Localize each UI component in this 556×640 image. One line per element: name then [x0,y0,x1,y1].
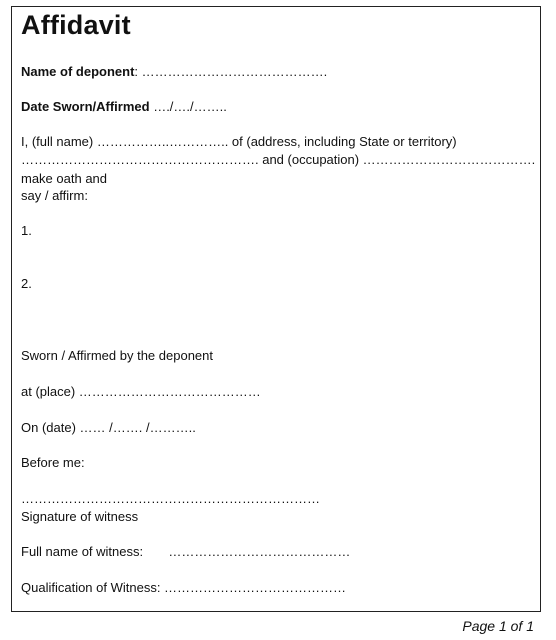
page-number: Page 1 of 1 [462,618,534,634]
date-sworn-blank: …./…./…….. [149,99,227,114]
date-sworn-label: Date Sworn/Affirmed [21,99,150,114]
signature-dotted-line: …………………………………………………………… [21,491,320,506]
deponent-name-line [21,64,327,80]
document-title: Affidavit [21,10,131,40]
deponent-name-label: Name of deponent [21,64,135,79]
address-occupation-line: ………………………………………………. and (occupation) …………………………………. [21,152,536,167]
sworn-by-line: Sworn / Affirmed by the deponent [21,348,213,363]
witness-name-line: Full name of witness: …………………………………… [21,544,351,559]
date-on-line: On (date) …… /……. /……….. [21,420,196,435]
place-line: at (place) …………………………………… [21,384,261,399]
signature-witness-label: Signature of witness [21,509,139,524]
date-sworn-line [21,99,227,115]
affirm-line: say / affirm: [21,188,88,203]
deponent-name-blank: : ……………………………………. [134,64,328,79]
oath-line: make oath and [21,171,108,186]
witness-qualification-line: Qualification of Witness: …………………………………… [21,580,347,595]
before-me-line: Before me: [21,455,85,470]
full-name-line: I, (full name) ……………..………….. of (address, including State or territory) [21,134,457,149]
statement-item-1: 1. [21,223,32,238]
statement-item-2: 2. [21,276,32,291]
